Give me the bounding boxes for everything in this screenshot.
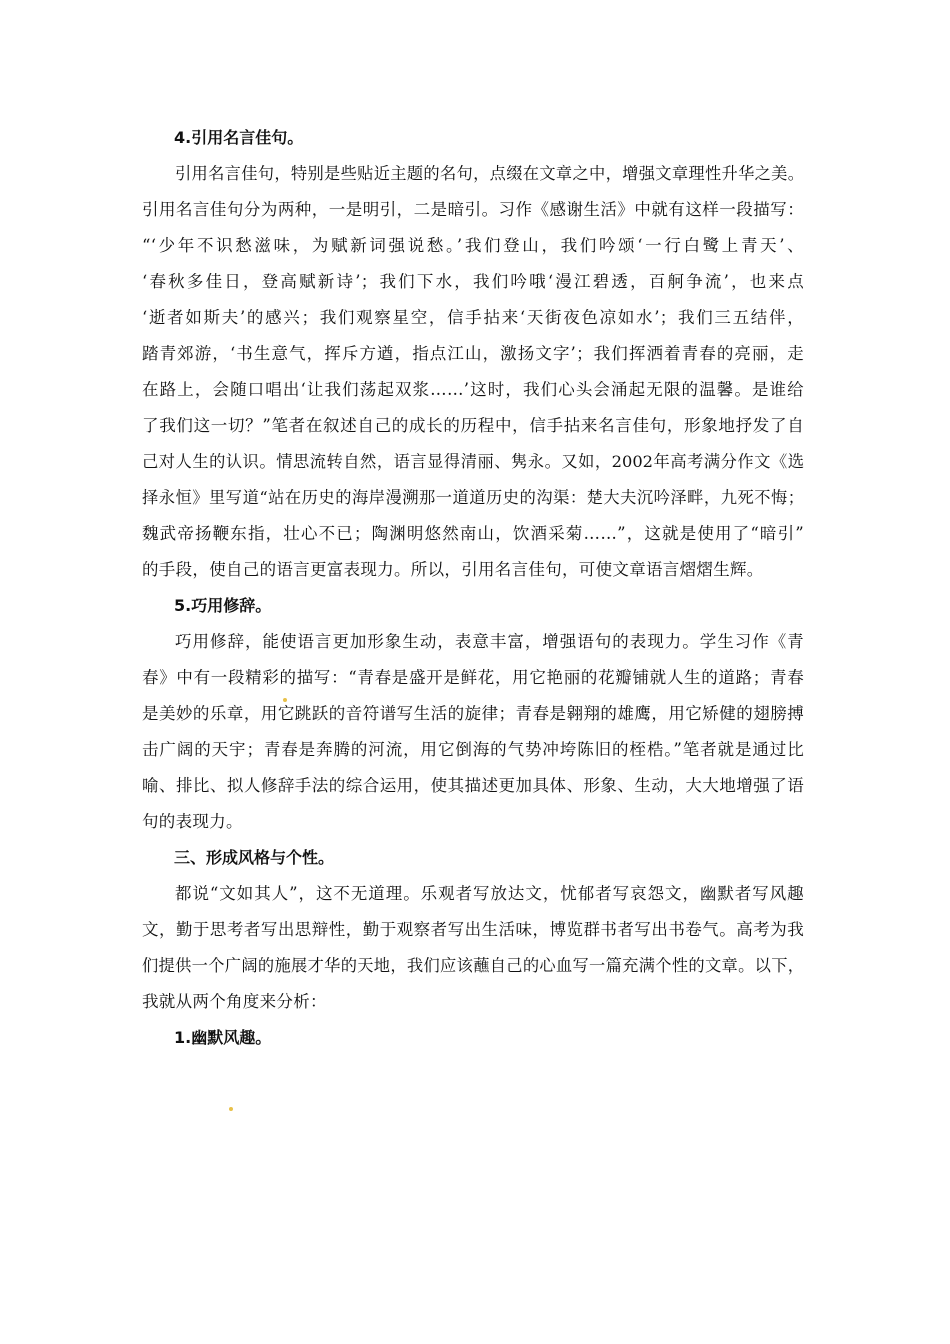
- text-line: 在路上，会随口唱出‘让我们荡起双浆……’这时，我们心头会涌起无限的温馨。是谁给: [142, 380, 804, 399]
- text-line: 引用名言佳句，特别是些贴近主题的名句，点缀在文章之中，增强文章理性升华之美。: [175, 164, 804, 183]
- text-line: 巧用修辞，能使语言更加形象生动，表意丰富，增强语句的表现力。学生习作《青: [175, 632, 804, 651]
- text-line: 击广阔的天宇；青春是奔腾的河流，用它倒海的气势冲垮陈旧的桎梏。”笔者就是通过比: [142, 740, 804, 759]
- text-line: “‘少年不识愁滋味，为赋新词强说愁。’我们登山，我们吟颂‘一行白鹭上青天’、: [142, 236, 804, 255]
- document-body: [142, 120, 804, 1056]
- text-line: 是美妙的乐章，用它跳跃的音符谱写生活的旋律；青春是翱翔的雄鹰，用它矫健的翅膀搏: [142, 704, 804, 723]
- text-line: 都说“文如其人”，这不无道理。乐观者写放达文，忧郁者写哀怨文，幽默者写风趣: [175, 884, 804, 903]
- paragraph: [142, 624, 804, 840]
- text-line: 春》中有一段精彩的描写：“青春是盛开是鲜花，用它艳丽的花瓣铺就人生的道路；青春: [142, 668, 804, 687]
- ink-speck: [283, 698, 287, 702]
- section-heading: 5.巧用修辞。: [174, 596, 272, 615]
- text-line: 了我们这一切？”笔者在叙述自己的成长的历程中，信手拈来名言佳句，形象地抒发了自: [142, 416, 804, 435]
- text-line: 喻、排比、拟人修辞手法的综合运用，使其描述更加具体、形象、生动，大大地增强了语: [142, 776, 804, 795]
- text-line: 引用名言佳句分为两种，一是明引，二是暗引。习作《感谢生活》中就有这样一段描写：: [142, 200, 804, 219]
- text-line: 句的表现力。: [142, 812, 243, 831]
- text-line: 踏青郊游，‘书生意气，挥斥方遒，指点江山，激扬文字’；我们挥洒着青春的亮丽，走: [142, 344, 804, 363]
- text-line: 己对人生的认识。情思流转自然，语言显得清丽、隽永。又如，2002年高考满分作文《选: [142, 452, 804, 471]
- text-line: 们提供一个广阔的施展才华的天地，我们应该蘸自己的心血写一篇充满个性的文章。以下，: [142, 956, 804, 975]
- text-line: 魏武帝扬鞭东指，壮心不已；陶渊明悠然南山，饮酒采菊……”，这就是使用了“暗引”: [142, 524, 804, 543]
- section-heading: 4.引用名言佳句。: [174, 128, 304, 147]
- text-line: 文，勤于思考者写出思辩性，勤于观察者写出生活味，博览群书者写出书卷气。高考为我: [142, 920, 804, 939]
- paragraph: [142, 156, 804, 588]
- text-line: 我就从两个角度来分析：: [142, 992, 327, 1011]
- text-line: ‘春秋多佳日，登高赋新诗’；我们下水，我们吟哦‘漫江碧透，百舸争流’，也来点: [142, 272, 804, 291]
- section-heading: 1.幽默风趣。: [174, 1028, 272, 1047]
- ink-speck: [229, 1107, 233, 1111]
- text-line: 的手段，使自己的语言更富表现力。所以，引用名言佳句，可使文章语言熠熠生辉。: [142, 560, 764, 579]
- text-line: 择永恒》里写道“站在历史的海岸漫溯那一道道历史的沟渠：楚大夫沉吟泽畔，九死不悔；: [142, 488, 804, 507]
- text-line: ‘逝者如斯夫’的感兴；我们观察星空，信手拈来‘天街夜色凉如水’；我们三五结伴，: [142, 308, 804, 327]
- section-heading: 三、形成风格与个性。: [174, 848, 335, 867]
- paragraph: [142, 876, 804, 1020]
